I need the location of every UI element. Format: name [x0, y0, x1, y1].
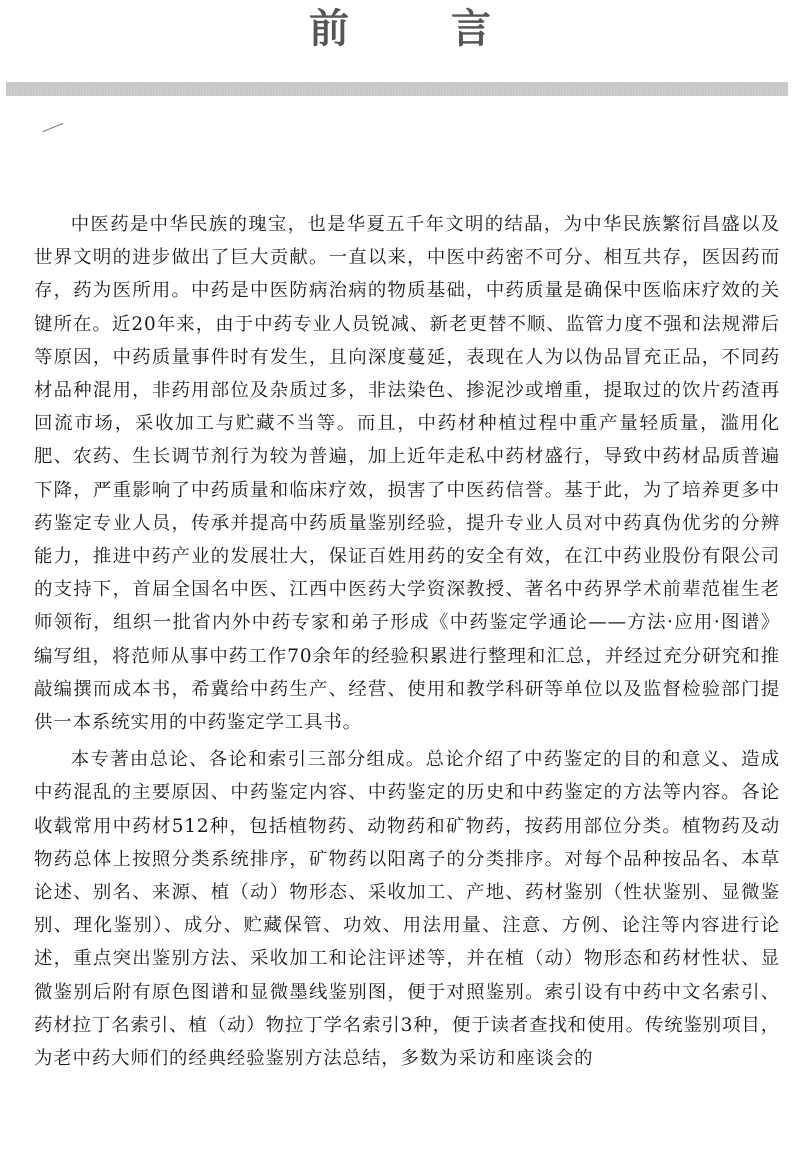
title-underline-bar — [6, 82, 788, 96]
paragraph-1: 中医药是中华民族的瑰宝，也是华夏五千年文明的结晶，为中华民族繁衍昌盛以及世界文明的进步做出了巨大贡献。一直以来，中医中药密不可分、相互共存，医因药而存，药为医所用。中药是中医防病治病的物质基础，中药质量是确保中医临床疗效的关键所在。近20年来，由于中药专业人员锐减、新老更替不顺、监管力度不强和法规滞后等原因，中药质量事件时有发生，且向深度蔓延，表现在人为以伪品冒充正品，不同药材品种混用，非药用部位及杂质过多，非法染色、掺泥沙或增重，提取过的饮片药渣再回流市场，采收加工与贮藏不当等。而且，中药材种植过程中重产量轻质量，滥用化肥、农药、生长调节剂行为较为普遍，加上近年走私中药材盛行，导致中药材品质普遍下降，严重影响了中药质量和临床疗效，损害了中医药信誉。基于此，为了培养更多中药鉴定专业人员，传承并提高中药质量鉴别经验，提升专业人员对中药真伪优劣的分辨能力，推进中药产业的发展壮大，保证百姓用药的安全有效，在江中药业股份有限公司的支持下，首届全国名中医、江西中医药大学资深教授、著名中药界学术前辈范崔生老师领衔，组织一批省内外中药专家和弟子形成《中药鉴定学通论——方法·应用·图谱》编写组，将范师从事中药工作70余年的经验积累进行整理和汇总，并经过充分研究和推敲编撰而成本书，希冀给中药生产、经营、使用和教学科研等单位以及监督检验部门提供一本系统实用的中药鉴定学工具书。 — [34, 214, 780, 734]
paragraph-2: 本专著由总论、各论和索引三部分组成。总论介绍了中药鉴定的目的和意义、造成中药混乱的主要原因、中药鉴定内容、中药鉴定的历史和中药鉴定的方法等内容。各论收载常用中药材512种，包括植物药、动物药和矿物药，按药用部位分类。植物药及动物药总体上按照分类系统排序，矿物药以阳离子的分类排序。对每个品种按品名、本草论述、别名、来源、植（动）物形态、采收加工、产地、药材鉴别（性状鉴别、显微鉴别、理化鉴别）、成分、贮藏保管、功效、用法用量、注意、方例、论注等内容进行论述，重点突出鉴别方法、采收加工和论注评述等，并在植（动）物形态和药材性状、显微鉴别后附有原色图谱和显微墨线鉴别图，便于对照鉴别。索引设有中药中文名索引、药材拉丁名索引、植（动）物拉丁学名索引3种，便于读者查找和使用。传统鉴别项目，为老中药大师们的经典经验鉴别方法总结，多数为采访和座谈会的 — [34, 749, 780, 1070]
body-text — [34, 208, 780, 1075]
page-title: 前 言 — [309, 6, 535, 52]
pen-mark — [43, 123, 64, 132]
